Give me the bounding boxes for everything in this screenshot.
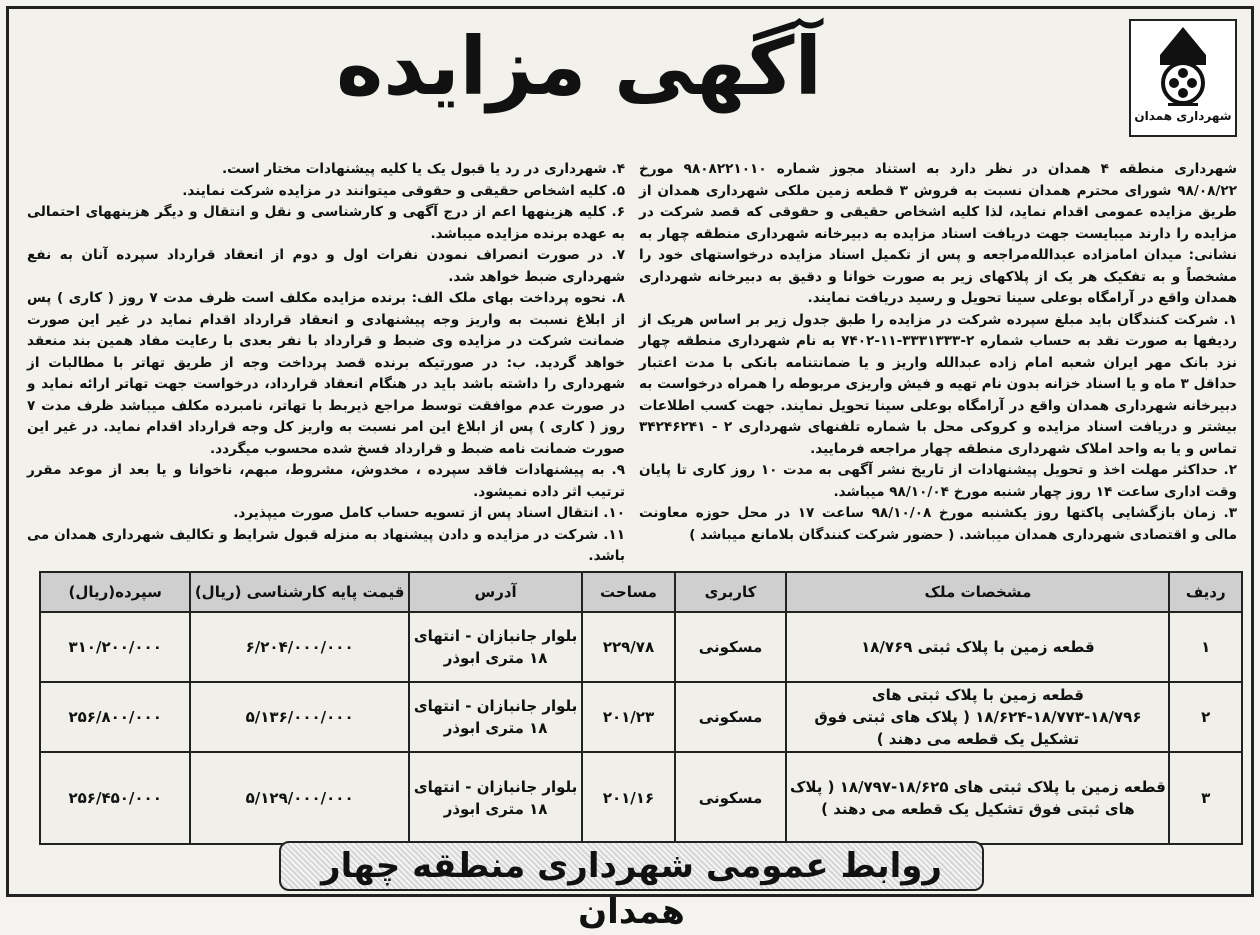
cell-spec: قطعه زمین با پلاک ثبتی های ۱۸/۷۹۶-۱۸/۷۷۳-۱۸/۶۲۴ ( پلاک های ثبتی فوق تشکیل یک قطعه می دهند ) — [786, 682, 1169, 752]
municipality-logo — [1129, 19, 1237, 137]
notice-body — [27, 159, 1237, 569]
header-address: آدرس — [409, 572, 582, 612]
hamedan-emblem-icon — [1148, 25, 1218, 107]
auction-notice — [6, 6, 1254, 932]
cell-deposit: ۲۵۶/۸۰۰/۰۰۰ — [40, 682, 190, 752]
left-column — [27, 159, 625, 569]
right-column — [639, 159, 1237, 569]
header-deposit: سپرده(ریال) — [40, 572, 190, 612]
table-header-row — [40, 572, 1242, 612]
cell-deposit: ۳۱۰/۲۰۰/۰۰۰ — [40, 612, 190, 682]
header-index: ردیف — [1169, 572, 1242, 612]
cell-price: ۶/۲۰۴/۰۰۰/۰۰۰ — [190, 612, 409, 682]
logo-text: شهرداری همدان — [1134, 109, 1232, 123]
notice-title: آگهی مزایده — [336, 20, 822, 113]
cell-price: ۵/۱۳۶/۰۰۰/۰۰۰ — [190, 682, 409, 752]
condition-item: ۷. در صورت انصراف نمودن نفرات اول و دوم از انعقاد قرارداد سپرده آنان به نفع شهرداری ضبط خواهد شد. — [27, 247, 625, 285]
cell-index: ۳ — [1169, 752, 1242, 844]
condition-item: ۵. کلیه اشخاص حقیقی و حقوقی میتوانند در مزایده شرکت نمایند. — [182, 182, 625, 199]
intro-paragraph: شهرداری منطقه ۴ همدان در نظر دارد به استناد مجوز شماره ۹۸۰۸۲۲۱۰۱۰ مورخ ۹۸/۰۸/۲۲ شورای محترم همدان نسبت به فروش ۳ قطعه زمین ملکی شهرداری همدان از طریق مزایده عمومی اقدام نماید، لذا کلیه اشخاص حقیقی و حقوقی که قصد شرکت در مزایده را دارند میبایست جهت دریافت اسناد مزایده به دبیرخانه شهرداری منطقه چهار به نشانی: میدان امامزاده عبدالله‌مراجعه و پس از تکمیل اسناد مزایده درخواستهای خود را مشخصاً و به تفکیک هر یک از پلاکهای زیر به صورت خوانا و دقیق به دبیرخانه شهرداری همدان واقع در آرامگاه بوعلی سینا تحویل و رسید دریافت نمایند. — [639, 161, 1237, 306]
condition-item: ۹. به پیشنهادات فاقد سپرده ، مخدوش، مشروط، مبهم، ناخوانا و یا بعد از موعد مقرر ترتیب اثر داده نمیشود. — [27, 462, 625, 500]
condition-item: ۱. شرکت کنندگان باید مبلغ سپرده شرکت در مزایده را طبق جدول زیر بر اساس هریک از ردیفها به صورت نقد به حساب شماره ۲-۳۳۳۱۳۳۳-۱۱-۷۴۰۲ به نام شهرداری منطقه چهار نزد بانک مهر ایران شعبه امام زاده عبدالله واریز و یا ضمانتنامه بانکی با مدت اعتبار حداقل ۳ ماه و یا اسناد خزانه بدون نام تهیه و فیش واریزی مربوطه را همراه درخواست به دبیرخانه شهرداری همدان واقع در آرامگاه بوعلی سینا تحویل نمایند. جهت کسب اطلاعات بیشتر و دریافت اسناد مزایده و کروکی محل با شماره تلفنهای شهرداری ۲ - ۳۴۲۴۶۲۴۱ تماس و یا به واحد املاک شهرداری منطقه چهار مراجعه فرمایید. — [639, 311, 1238, 457]
cell-price: ۵/۱۲۹/۰۰۰/۰۰۰ — [190, 752, 409, 844]
header-spec: مشخصات ملک — [786, 572, 1169, 612]
table-row — [40, 612, 1242, 682]
condition-item: ۱۱. شرکت در مزایده و دادن پیشنهاد به منزله قبول شرایط و تکالیف شهرداری همدان می باشد. — [27, 526, 625, 564]
table-row — [40, 682, 1242, 752]
condition-item: ۶. کلیه هزینهها اعم از درج آگهی و کارشناسی و نقل و انتقال و دیگر هزینههای احتمالی به عهده برنده مزایده میباشد. — [27, 204, 625, 242]
cell-use: مسکونی — [675, 752, 787, 844]
cell-address: بلوار جانبازان - انتهای ۱۸ متری ابوذر — [409, 682, 582, 752]
condition-item: ۳. زمان بازگشایی پاکتها روز یکشنبه مورخ ۹۸/۱۰/۰۸ ساعت ۱۷ در محل حوزه معاونت مالی و اقتصادی شهرداری همدان میباشد. ( حضور شرکت کنندگان بلامانع میباشد ) — [639, 505, 1237, 543]
public-relations-footer: روابط عمومی شهرداری منطقه چهار همدان — [279, 841, 984, 891]
table-row — [40, 752, 1242, 844]
cell-use: مسکونی — [675, 612, 787, 682]
cell-use: مسکونی — [675, 682, 787, 752]
cell-area: ۲۲۹/۷۸ — [582, 612, 674, 682]
cell-area: ۲۰۱/۲۳ — [582, 682, 674, 752]
header-use: کاربری — [675, 572, 787, 612]
cell-address: بلوار جانبازان - انتهای ۱۸ متری ابوذر — [409, 612, 582, 682]
condition-item: ۱۰. انتقال اسناد پس از تسویه حساب کامل صورت میپذیرد. — [233, 505, 625, 521]
cell-address: بلوار جانبازان - انتهای ۱۸ متری ابوذر — [409, 752, 582, 844]
cell-deposit: ۲۵۶/۴۵۰/۰۰۰ — [40, 752, 190, 844]
cell-area: ۲۰۱/۱۶ — [582, 752, 674, 844]
cell-spec: قطعه زمین با پلاک ثبتی ۱۸/۷۶۹ — [786, 612, 1169, 682]
cell-index: ۱ — [1169, 612, 1242, 682]
condition-item: ۸. نحوه پرداخت بهای ملک الف: برنده مزایده مکلف است ظرف مدت ۷ روز ( کاری ) پس از ابلاغ نسبت به واریز وجه پیشنهادی و انعقاد قرارداد اقدام نماید در غیر این صورت ضمانت شرکت در مزایده وی ضبط و قرارداد با نفر بعدی با رعایت مفاد همین بند منعقد خواهد گردید. ب: در صورتیکه برنده قصد پرداخت وجه از طریق تهاتر با مطالبات از شهرداری را داشته باشد باید در هنگام انعقاد قرارداد، درخواست جهت تهاتر ارائه نماید و در صورت عدم موافقت توسط مراجع ذیربط با تهاتر، نامبرده مکلف میباشد ظرف مدت ۷ روز ( کاری ) پس از ابلاغ این امر نسبت به واریز کل وجه قرارداد اقدام نماید. در غیر این صورت ضمانت نامه ضبط و قرارداد فسخ شده محسوب میگردد. — [27, 290, 625, 457]
cell-index: ۲ — [1169, 682, 1242, 752]
header-area: مساحت — [582, 572, 674, 612]
cell-spec: قطعه زمین با پلاک ثبتی های ۱۸/۶۲۵-۱۸/۷۹۷ ( پلاک های ثبتی فوق تشکیل یک قطعه می دهند ) — [786, 752, 1169, 844]
header-price: قیمت پایه کارشناسی (ریال) — [190, 572, 409, 612]
condition-item: ۴. شهرداری در رد یا قبول یک یا کلیه پیشنهادات مختار است. — [222, 161, 625, 177]
condition-item: ۲. حداکثر مهلت اخذ و تحویل پیشنهادات از تاریخ نشر آگهی به مدت ۱۰ روز کاری تا پایان وقت اداری ساعت ۱۴ روز چهار شنبه مورخ ۹۸/۱۰/۰۴ میباشد. — [639, 462, 1237, 500]
property-table — [39, 571, 1243, 845]
